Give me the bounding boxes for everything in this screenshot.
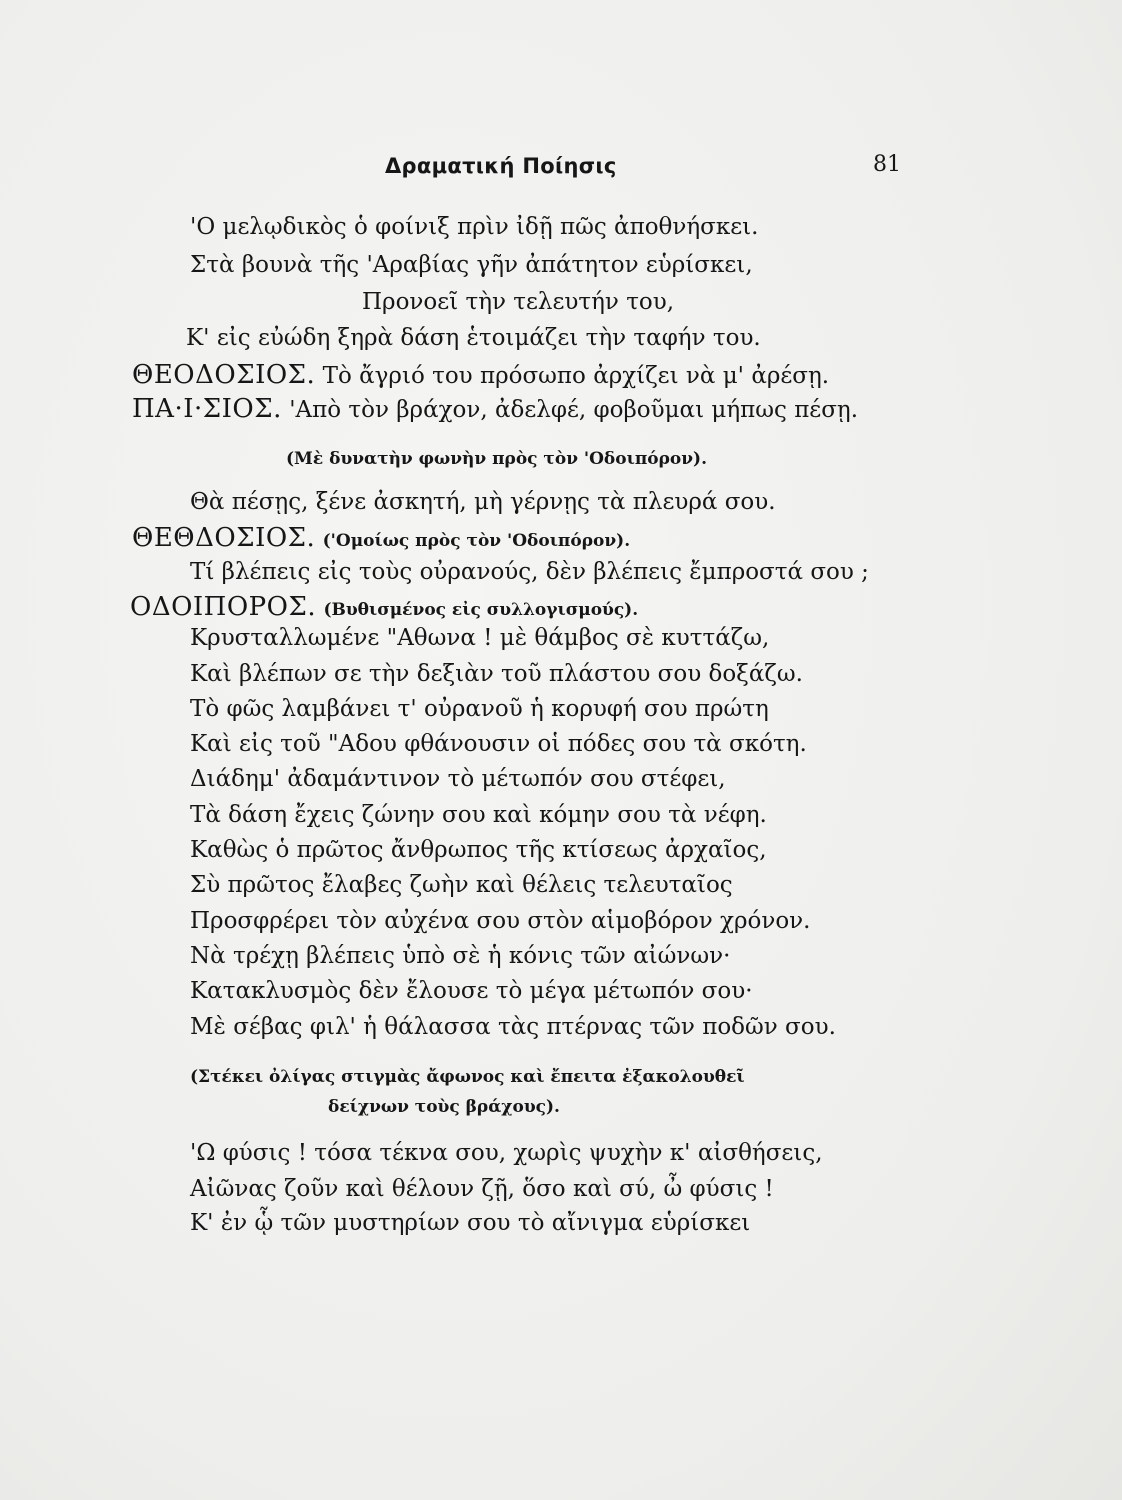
verse-line: Τὰ δάση ἔχεις ζώνην σου καὶ κόμην σου τὰ νέφη. (190, 802, 767, 828)
verse-line: Μὲ σέβας φιλ' ἡ θάλασσα τὰς πτέρνας τῶν ποδῶν σου. (190, 1014, 836, 1040)
verse-line: Αἰῶνας ζοῦν καὶ θέλουν ζῇ, ὅσο καὶ σύ, ὦ φύσις ! (190, 1176, 774, 1202)
verse-line: 'Ω φύσις ! τόσα τέκνα σου, χωρὶς ψυχὴν κ' αἰσθήσεις, (190, 1140, 823, 1166)
verse-line: Προνοεῖ τὴν τελευτήν του, (362, 289, 675, 315)
stage-direction: (Βυθισμένος εἰς συλλογισμούς). (323, 600, 639, 620)
dialogue-line (132, 525, 630, 551)
stage-direction: (Στέκει ὀλίγας στιγμὰς ἄφωνος καὶ ἔπειτα ἐξακολουθεῖ (190, 1067, 745, 1087)
verse-line: Νὰ τρέχῃ βλέπεις ὑπὸ σὲ ἡ κόνις τῶν αἰώνων· (190, 943, 731, 969)
verse-line: Καὶ βλέπων σε τὴν δεξιὰν τοῦ πλάστου σου δοξάζω. (190, 661, 803, 687)
speaker-name: ΘΕΘΔΟΣΙΟΣ. (132, 523, 316, 553)
stage-direction: δείχνων τοὺς βράχους). (328, 1097, 560, 1117)
dialogue-line (130, 594, 638, 620)
dialogue-line (132, 362, 829, 388)
speaker-name: ΠΑ·Ι·ΣΙΟΣ. (132, 394, 282, 424)
dialogue-text: 'Απὸ τὸν βράχον, ἀδελφέ, φοβοῦμαι μήπως πέσῃ. (289, 397, 859, 423)
verse-line: 'Ο μελῳδικὸς ὁ φοίνιξ πρὶν ἰδῇ πῶς ἀποθνήσκει. (190, 214, 759, 240)
speaker-name: ΟΔΟΙΠΟΡΟΣ. (130, 592, 317, 622)
verse-line: Θὰ πέσῃς, ξένε ἀσκητή, μὴ γέρνῃς τὰ πλευρά σου. (190, 489, 776, 515)
verse-line: Τὸ φῶς λαμβάνει τ' οὐρανοῦ ἡ κορυφή σου πρώτη (190, 696, 769, 722)
verse-line: Τί βλέπεις εἰς τοὺς οὐρανούς, δὲν βλέπεις ἔμπροστά σου ; (190, 559, 869, 585)
speaker-name: ΘΕΟΔΟΣΙΟΣ. (132, 360, 316, 390)
dialogue-line (132, 396, 858, 422)
verse-line: Κ' εἰς εὐώδη ξηρὰ δάση ἑτοιμάζει τὴν ταφήν του. (186, 325, 761, 351)
dialogue-text: Τὸ ἄγριό του πρόσωπο ἀρχίζει νὰ μ' ἀρέσῃ. (322, 363, 830, 389)
verse-line: Κρυσταλλωμένε "Αθωνα ! μὲ θάμβος σὲ κυττάζω, (190, 625, 770, 651)
verse-line: Διάδημ' ἀδαμάντινον τὸ μέτωπόν σου στέφει, (190, 766, 726, 792)
page-number: 81 (873, 152, 901, 177)
verse-line: Καὶ εἰς τοῦ "Αδου φθάνουσιν οἱ πόδες σου τὰ σκότη. (190, 731, 807, 757)
verse-line: Σὺ πρῶτος ἔλαβες ζωὴν καὶ θέλεις τελευταῖος (190, 872, 733, 898)
verse-line: Προσφρέρει τὸν αὐχένα σου στὸν αἱμοβόρον χρόνον. (190, 908, 811, 934)
stage-direction: ('Ομοίως πρὸς τὸν 'Οδοιπόρον). (322, 531, 631, 551)
verse-line: Κ' ἐν ᾧ τῶν μυστηρίων σου τὸ αἴνιγμα εὑρίσκει (190, 1210, 751, 1236)
verse-line: Κατακλυσμὸς δὲν ἔλουσε τὸ μέγα μέτωπόν σου· (190, 978, 753, 1004)
verse-line: Στὰ βουνὰ τῆς 'Αραβίας γῆν ἀπάτητον εὑρίσκει, (190, 252, 753, 278)
running-header: Δραματική Ποίησις (385, 154, 617, 178)
verse-line: Καθὼς ὁ πρῶτος ἄνθρωπος τῆς κτίσεως ἀρχαῖος, (190, 837, 767, 863)
stage-direction: (Μὲ δυνατὴν φωνὴν πρὸς τὸν 'Οδοιπόρον). (286, 449, 708, 469)
